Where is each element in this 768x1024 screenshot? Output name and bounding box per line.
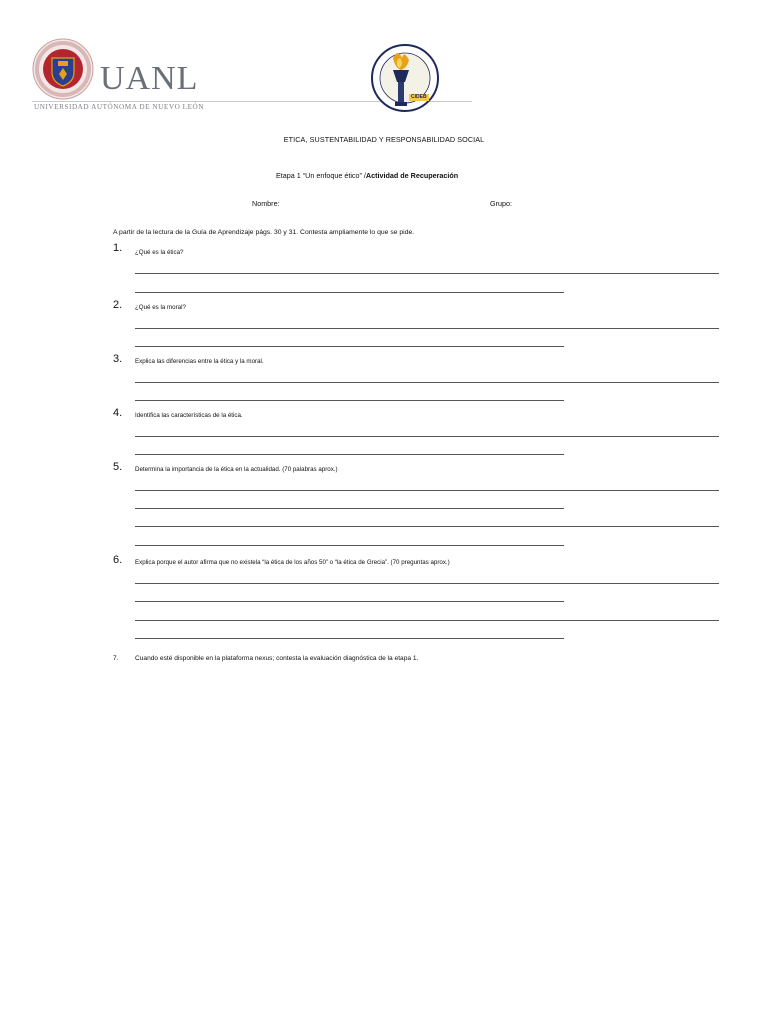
question-number: 2. (113, 299, 123, 311)
uanl-wordmark: UANL (100, 60, 199, 97)
answer-line[interactable] (135, 346, 564, 347)
answer-line[interactable] (135, 273, 719, 274)
answer-line[interactable] (135, 490, 719, 491)
question-text: Explica porque el autor afirma que no existela “la ética de los años 50” o “la ética de Grecia”. (70 preguntas aprox.) (135, 559, 450, 566)
group-label: Grupo: (490, 199, 512, 208)
stage-prefix: Etapa 1 “Un enfoque ético” / (276, 171, 366, 180)
answer-line[interactable] (135, 400, 564, 401)
uanl-seal-logo (32, 38, 94, 100)
answer-line[interactable] (135, 583, 719, 584)
answer-line[interactable] (135, 436, 719, 437)
cideb-torch-logo (371, 44, 439, 114)
answer-line[interactable] (135, 620, 719, 621)
answer-line[interactable] (135, 508, 564, 509)
stage-line (276, 171, 458, 180)
instructions: A partir de la lectura de la Guía de Aprendizaje págs. 30 y 31. Contesta ampliamente lo que se pide. (113, 229, 415, 236)
answer-line[interactable] (135, 328, 719, 329)
question-number: 4. (113, 407, 123, 419)
answer-line[interactable] (135, 545, 564, 546)
question-text: ¿Qué es la moral? (135, 304, 186, 311)
item7-text: Cuando esté disponible en la plataforma nexus; contesta la evaluación diagnóstica de la etapa 1. (135, 655, 419, 662)
question-text: ¿Qué es la ética? (135, 249, 184, 256)
answer-line[interactable] (135, 638, 564, 639)
university-full-name: UNIVERSIDAD AUTÓNOMA DE NUEVO LEÓN (34, 103, 205, 111)
question-text: Identifica las características de la ética. (135, 412, 243, 419)
answer-line[interactable] (135, 454, 564, 455)
cideb-label: CIDEB (411, 94, 427, 100)
question-text: Determina la importancia de la ética en la actualidad. (70 palabras aprox.) (135, 466, 338, 473)
question-number: 6. (113, 554, 123, 566)
stage-activity: Actividad de Recuperación (365, 171, 459, 180)
answer-line[interactable] (135, 292, 564, 293)
document-title: ETICA, SUSTENTABILIDAD Y RESPONSABILIDAD SOCIAL (283, 135, 485, 144)
item7-number: 7. (113, 655, 119, 662)
question-number: 3. (113, 353, 123, 365)
answer-line[interactable] (135, 382, 719, 383)
name-label: Nombre: (252, 199, 280, 208)
answer-line[interactable] (135, 526, 719, 527)
question-text: Explica las diferencias entre la ética y la moral. (135, 358, 264, 365)
question-number: 1. (113, 242, 123, 254)
question-number: 5. (113, 461, 123, 473)
answer-line[interactable] (135, 601, 564, 602)
